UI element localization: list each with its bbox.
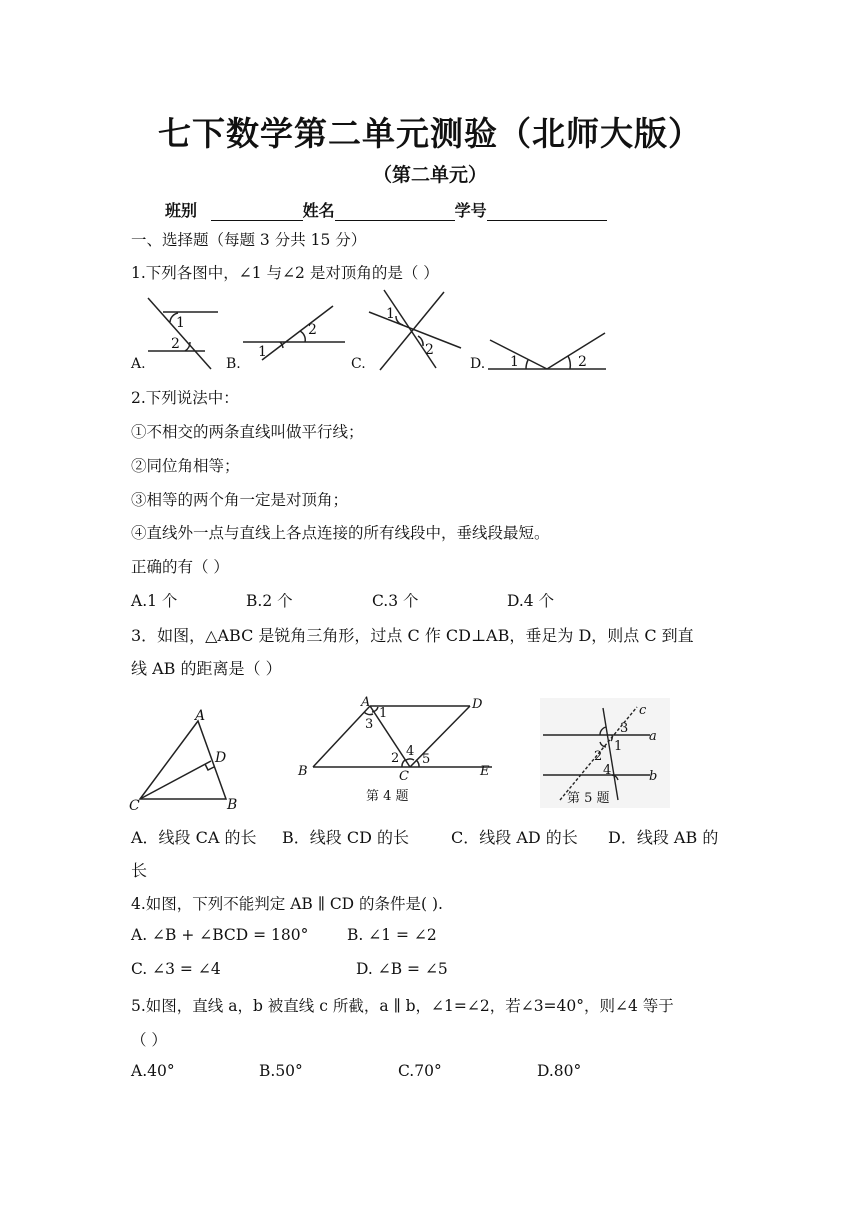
fig5-line-b: b <box>649 769 658 784</box>
q3-option-b[interactable]: B．线段 CD 的长 <box>282 828 410 847</box>
q5-option-b[interactable]: B.50° <box>259 1062 303 1080</box>
q3-point-b: B <box>227 797 238 813</box>
q2-item-2: ②同位角相等； <box>131 457 240 475</box>
q2-option-b[interactable]: B.2 个 <box>246 592 293 610</box>
fig4-diagram <box>313 706 492 767</box>
q1c-angle-2: 2 <box>425 342 434 358</box>
q1d-angle-2: 2 <box>578 354 587 370</box>
fig5-line-c: c <box>639 703 647 718</box>
q5-option-a[interactable]: A.40° <box>131 1062 175 1080</box>
q5-option-c[interactable]: C.70° <box>398 1062 442 1080</box>
q1d-angle-1: 1 <box>510 354 519 370</box>
id-label: 学号 <box>454 201 487 220</box>
q1-option-c[interactable]: C. <box>351 356 366 372</box>
fig4-angle-1: 1 <box>379 706 388 721</box>
q3-option-a[interactable]: A．线段 CA 的长 <box>131 828 257 847</box>
q5-stem-line2: （ ） <box>131 1031 167 1049</box>
fig4-point-a: A <box>361 695 371 710</box>
q1-stem: 1.下列各图中，∠1 与∠2 是对顶角的是（ ） <box>131 264 439 282</box>
q1-figure-c <box>369 290 461 370</box>
q2-option-d[interactable]: D.4 个 <box>507 592 555 610</box>
q3-stem-line1: 3．如图，△ABC 是锐角三角形，过点 C 作 CD⊥AB，垂足为 D，则点 C 到直 <box>131 626 694 645</box>
q3-triangle <box>140 721 226 799</box>
q3-point-a: A <box>195 708 206 724</box>
fig4-point-c: C <box>399 769 409 784</box>
fig4-point-b: B <box>298 764 308 779</box>
fig4-caption: 第 4 题 <box>366 789 409 804</box>
q4-option-a[interactable]: A. ∠B + ∠BCD = 180° <box>131 926 309 944</box>
fig4-angle-5: 5 <box>422 752 431 767</box>
q2-item-1: ①不相交的两条直线叫做平行线； <box>131 423 364 441</box>
q2-option-a[interactable]: A.1 个 <box>131 592 178 610</box>
q2-option-c[interactable]: C.3 个 <box>372 592 419 610</box>
q1-figure-d <box>488 333 606 369</box>
q4-stem: 4.如图，下列不能判定 AB ∥ CD 的条件是( ). <box>131 895 443 913</box>
q5-option-d[interactable]: D.80° <box>537 1062 582 1080</box>
q3-q5-figures <box>0 690 860 820</box>
q3-point-c: C <box>129 798 140 814</box>
q3-option-c[interactable]: C．线段 AD 的长 <box>451 828 578 847</box>
fig5-angle-4: 4 <box>603 763 612 778</box>
fig5-angle-2: 2 <box>594 749 603 764</box>
page-subtitle: （第二单元） <box>372 164 487 186</box>
q1c-angle-1: 1 <box>386 306 395 322</box>
q4-option-c[interactable]: C. ∠3 = ∠4 <box>131 960 221 978</box>
q1-option-a[interactable]: A. <box>131 356 146 372</box>
name-blank[interactable] <box>335 204 455 221</box>
q2-ask: 正确的有（ ） <box>131 558 229 576</box>
q1a-angle-2: 2 <box>171 336 180 352</box>
q1-option-d[interactable]: D. <box>470 356 486 372</box>
section-heading: 一、选择题（每题 3 分共 15 分） <box>131 231 367 249</box>
q3-option-d[interactable]: D．线段 AB 的 <box>608 828 719 847</box>
fig4-angle-2: 2 <box>391 751 400 766</box>
q3-point-d: D <box>215 750 227 766</box>
q1-figures <box>0 280 860 380</box>
fig5-line-a: a <box>649 729 657 744</box>
page-title: 七下数学第二单元测验（北师大版） <box>158 114 702 153</box>
student-info-line <box>165 198 607 221</box>
q5-stem-line1: 5.如图，直线 a，b 被直线 c 所截，a ∥ b，∠1=∠2，若∠3=40°，则∠4 等于 <box>131 997 674 1015</box>
fig4-point-e: E <box>480 764 490 779</box>
fig5-angle-3: 3 <box>620 721 629 736</box>
class-blank[interactable] <box>211 204 303 221</box>
id-blank[interactable] <box>487 204 607 221</box>
class-label: 班别 <box>165 201 198 220</box>
fig5-caption: 第 5 题 <box>567 791 610 806</box>
fig4-angle-3: 3 <box>365 717 374 732</box>
q1-option-b[interactable]: B. <box>226 356 241 372</box>
q1b-angle-2: 2 <box>308 322 317 338</box>
q1b-angle-1: 1 <box>258 344 267 360</box>
name-label: 姓名 <box>302 201 335 220</box>
q2-item-3: ③相等的两个角一定是对顶角； <box>131 491 349 509</box>
q4-option-d[interactable]: D. ∠B = ∠5 <box>356 960 448 978</box>
fig5-angle-1: 1 <box>614 739 623 754</box>
q1-figure-a <box>148 298 218 369</box>
q4-option-b[interactable]: B. ∠1 = ∠2 <box>347 926 437 944</box>
q2-stem: 2.下列说法中： <box>131 389 239 407</box>
q1a-angle-1: 1 <box>176 315 185 331</box>
q2-item-4: ④直线外一点与直线上各点连接的所有线段中，垂线段最短。 <box>131 524 550 542</box>
fig4-point-d: D <box>472 697 483 712</box>
fig4-angle-4: 4 <box>406 744 415 759</box>
q3-option-d-wrap: 长 <box>131 861 148 880</box>
q3-stem-line2: 线 AB 的距离是（ ） <box>131 659 282 678</box>
